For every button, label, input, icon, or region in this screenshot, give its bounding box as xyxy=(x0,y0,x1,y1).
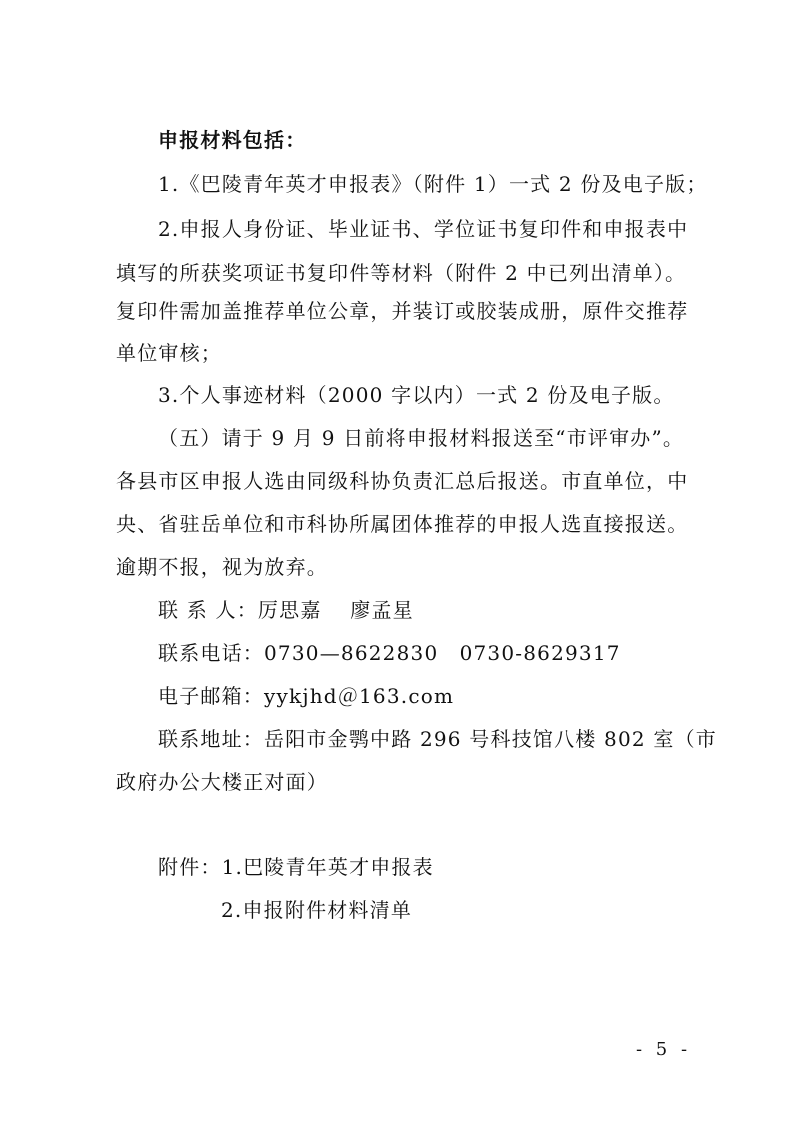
contact-address: 联系地址：岳阳市金鹗中路 296 号科技馆八楼 802 室（市 xyxy=(158,727,717,751)
attachment-1: 附件：1.巴陵青年英才申报表 xyxy=(158,855,434,879)
contact-phone: 联系电话：0730—8622830 0730-8629317 xyxy=(158,641,621,665)
contact-email: 电子邮箱：yykjhd＠163.com xyxy=(158,684,455,708)
material-item-1: 1.《巴陵青年英才申报表》（附件 1）一式 2 份及电子版； xyxy=(158,172,708,196)
contact-address-cont: 政府办公大楼正对面） xyxy=(116,770,328,794)
section-heading: 申报材料包括： xyxy=(158,128,307,152)
attachment-2: 2.申报附件材料清单 xyxy=(221,898,413,922)
page-number: - 5 - xyxy=(636,1039,692,1060)
material-item-2-cont: 单位审核； xyxy=(116,341,222,365)
material-item-2: 2.申报人身份证、毕业证书、学位证书复印件和申报表中 xyxy=(158,217,689,241)
submission-paragraph: （五）请于 9 月 9 日前将申报材料报送至“市评审办”。 xyxy=(158,426,685,450)
material-item-2-cont: 复印件需加盖推荐单位公章，并装订或胶装成册，原件交推荐 xyxy=(116,299,689,323)
submission-paragraph-cont: 央、省驻岳单位和市科协所属团体推荐的申报人选直接报送。 xyxy=(116,512,689,536)
submission-paragraph-cont: 逾期不报，视为放弃。 xyxy=(116,555,328,579)
material-item-2-cont: 填写的所获奖项证书复印件等材料（附件 2 中已列出清单）。 xyxy=(116,261,687,285)
submission-paragraph-cont: 各县市区申报人选由同级科协负责汇总后报送。市直单位，中 xyxy=(116,469,689,493)
material-item-3: 3.个人事迹材料（2000 字以内）一式 2 份及电子版。 xyxy=(158,383,675,407)
contact-person: 联 系 人：厉思嘉 廖孟星 xyxy=(158,598,414,622)
